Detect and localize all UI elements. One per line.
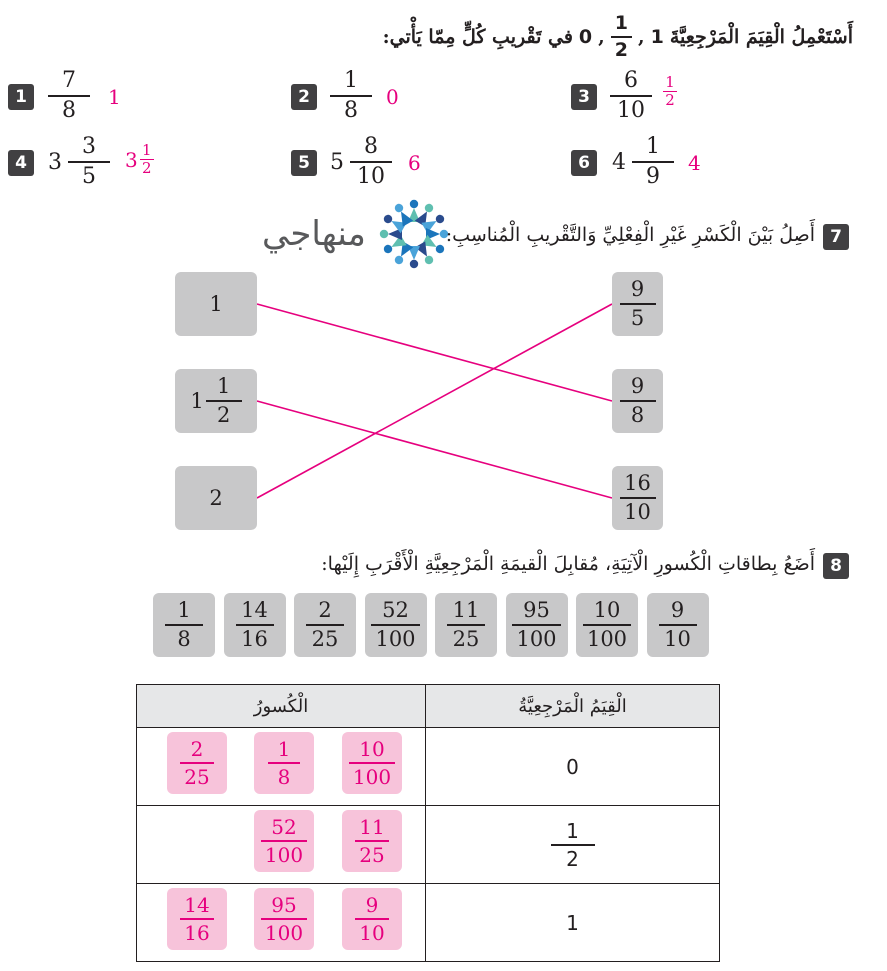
matching-line [257,304,612,401]
question-3: $\frac{6}{10}$ [610,70,652,122]
question-2: $\frac{1}{8}$ [330,70,372,122]
header-fractions: الْكُسورُ [137,685,426,728]
instruction-text: أَسْتَعْمِلُ الْقِيَمَ الْمَرْجِعِيَّةَ [669,26,853,48]
placed-fraction-card[interactable]: $\frac{9}{10}$ [342,888,402,950]
ref-value-half: $\frac{1}{2}$ [611,14,632,60]
matching-line [257,401,612,498]
question-number-2: 2 [291,84,317,110]
fraction-card[interactable]: $\frac{52}{100}$ [365,593,427,657]
question-number-7: 7 [823,224,849,250]
left-box-3[interactable]: 2 [175,466,257,530]
question-number-8: 8 [823,553,849,579]
ref-value-one: 1 [650,26,664,48]
placed-fraction-card[interactable]: $\frac{10}{100}$ [342,732,402,794]
fraction-card[interactable]: $\frac{9}{10}$ [647,593,709,657]
fraction-card[interactable]: $\frac{1}{8}$ [153,593,215,657]
placed-fraction-card[interactable]: $\frac{14}{16}$ [167,888,227,950]
placed-fraction-card[interactable]: $\frac{11}{25}$ [342,810,402,872]
fraction-card[interactable]: $\frac{95}{100}$ [506,593,568,657]
question-number-5: 5 [291,150,317,176]
question-number-4: 4 [8,150,34,176]
ref-cell-half: $\frac{1}{2}$ [426,806,720,884]
placed-fraction-card[interactable]: $\frac{2}{25}$ [167,732,227,794]
logo-text: منهاجي [262,214,366,254]
instruction-tail: في تَقْريبِ كُلٍّ مِمّا يَأْتي: [382,26,573,48]
instruction-header: أَسْتَعْمِلُ الْقِيَمَ الْمَرْجِعِيَّةَ 1 , $\frac{1}{2}$ , 0 في تَقْريبِ كُلٍّ مِمّا يَأْتي: [382,12,853,61]
left-box-1[interactable]: 1 [175,272,257,336]
matching-line [257,304,612,498]
question-number-6: 6 [571,150,597,176]
manhaji-logo [262,194,454,274]
header-ref-values: الْقِيَمُ الْمَرْجِعِيَّةُ [426,685,720,728]
right-box-3[interactable]: $\frac{16}{10}$ [612,466,663,530]
q7-instruction: أَصِلُ بَيْنَ الْكَسْرِ غَيْرِ الْفِعْلِيِّ وَالتَّقْريبِ الْمُناسِبِ: [445,224,815,246]
answer-4: 3 $\frac{1}{2}$ [125,142,154,177]
answer-5: 6 [408,151,421,175]
placed-fraction-card[interactable]: $\frac{1}{8}$ [254,732,314,794]
question-1-fraction: $\frac{7}{8}$ [48,70,90,122]
placed-fraction-card[interactable]: $\frac{95}{100}$ [254,888,314,950]
question-number-3: 3 [571,84,597,110]
question-6: 4 $\frac{1}{9}$ [612,136,674,188]
question-number-1: 1 [8,84,34,110]
ref-cell-1: 1 [426,884,720,962]
placed-fraction-card[interactable]: $\frac{52}{100}$ [254,810,314,872]
right-box-1[interactable]: $\frac{9}{5}$ [612,272,663,336]
question-5: 5 $\frac{8}{10}$ [330,136,392,188]
answer-6: 4 [688,151,701,175]
left-box-2[interactable]: 1 $\frac{1}{2}$ [175,369,257,433]
logo-emblem-icon [374,194,454,274]
ref-cell-0: 0 [426,728,720,806]
question-4: 3 $\frac{3}{5}$ [48,136,110,188]
right-box-2[interactable]: $\frac{9}{8}$ [612,369,663,433]
answer-2: 0 [386,85,399,109]
q8-instruction: أَضَعُ بِطاقاتِ الْكُسورِ الْآتِيَةِ، مُقابِلَ الْقيمَةِ الْمَرْجِعِيَّةِ الْأَقْرَبِ إِلَيْها: [321,553,815,575]
question-1 [48,70,90,122]
answer-1: 1 [108,85,121,109]
ref-value-zero: 0 [578,26,593,48]
fraction-card[interactable]: $\frac{11}{25}$ [435,593,497,657]
answer-3: $\frac{1}{2}$ [663,74,677,109]
fraction-card[interactable]: $\frac{14}{16}$ [224,593,286,657]
fraction-card[interactable]: $\frac{10}{100}$ [576,593,638,657]
fraction-card[interactable]: $\frac{2}{25}$ [294,593,356,657]
